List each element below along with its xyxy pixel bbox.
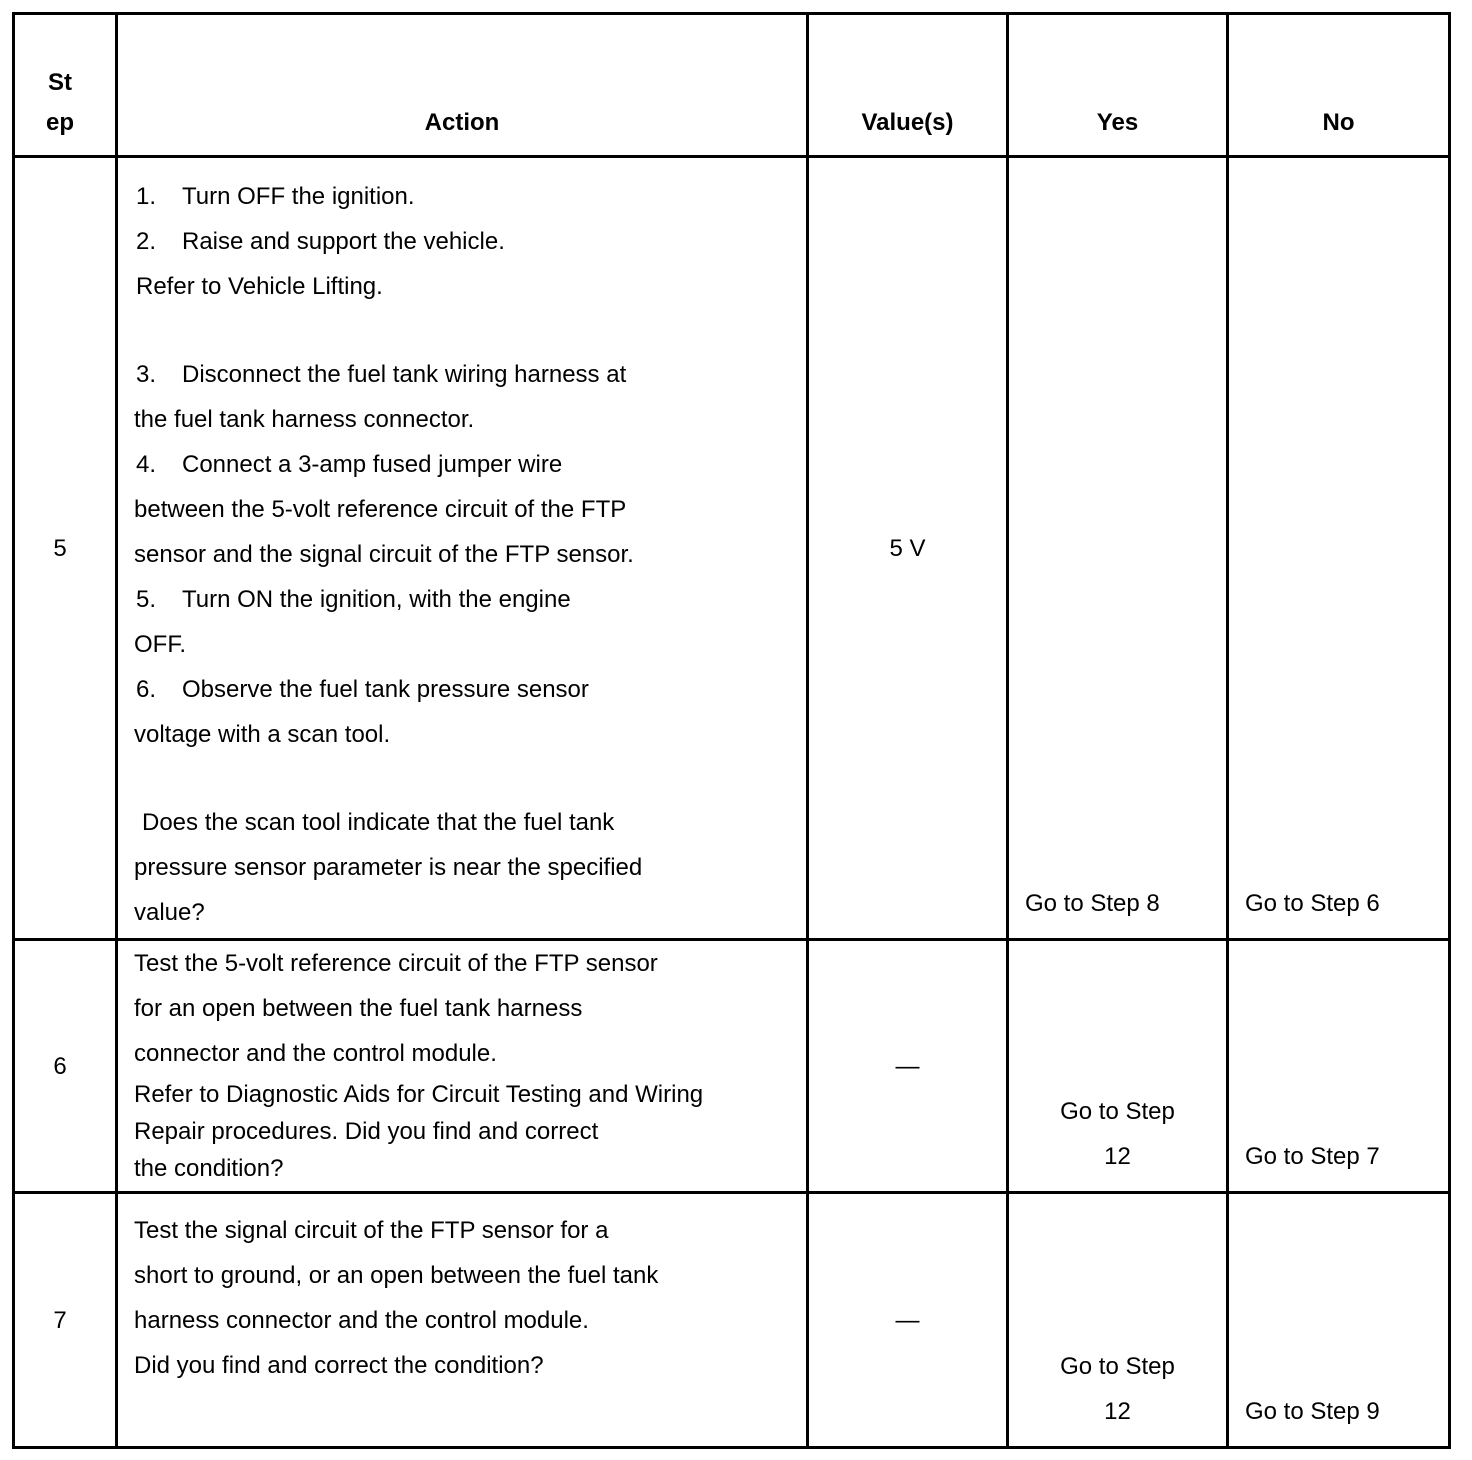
action-question-cont: value? [134, 899, 205, 926]
step-number: 6 [14, 940, 117, 1193]
action-line: Did you find and correct the condition? [134, 1352, 544, 1379]
action-item-4-cont: sensor and the signal circuit of the FTP sensor. [134, 541, 634, 568]
action-item-4: 4. Connect a 3-amp fused jumper wire [136, 451, 563, 478]
action-line: for an open between the fuel tank harness [134, 995, 583, 1022]
header-values: Value(s) [808, 14, 1008, 157]
header-no: No [1228, 14, 1450, 157]
diagnostic-table [12, 12, 1451, 1449]
header-action: Action [117, 14, 808, 157]
action-line: harness connector and the control module. [134, 1307, 589, 1334]
header-yes: Yes [1008, 14, 1228, 157]
action-question: Does the scan tool indicate that the fuel tank [142, 809, 615, 836]
action-item-6-cont: voltage with a scan tool. [134, 721, 391, 748]
step-number: 7 [14, 1193, 117, 1448]
action-item-6: 6. Observe the fuel tank pressure sensor [136, 676, 589, 703]
table-row-step-5 [14, 157, 1450, 940]
action-line: Repair procedures. Did you find and correct [134, 1118, 599, 1145]
yes-cell: Go to Step 8 [1008, 157, 1228, 940]
action-line: Test the 5-volt reference circuit of the FTP sensor [134, 950, 658, 977]
action-item-2: 2. Raise and support the vehicle. [136, 228, 505, 255]
action-question-cont: pressure sensor parameter is near the specified [134, 854, 643, 881]
action-line: Refer to Diagnostic Aids for Circuit Testing and Wiring [134, 1081, 704, 1108]
action-cell [117, 940, 808, 1193]
table-row-step-7 [14, 1193, 1450, 1448]
action-line: short to ground, or an open between the fuel tank [134, 1262, 659, 1289]
no-cell: Go to Step 6 [1228, 157, 1450, 940]
step-number: 5 [14, 157, 117, 940]
action-cell [117, 1193, 808, 1448]
action-note: Refer to Vehicle Lifting. [136, 273, 383, 300]
action-item-1: 1. Turn OFF the ignition. [136, 183, 415, 210]
no-cell: Go to Step 7 [1228, 940, 1450, 1193]
no-cell: Go to Step 9 [1228, 1193, 1450, 1448]
action-item-5: 5. Turn ON the ignition, with the engine [136, 586, 571, 613]
header-step-line2: ep [45, 109, 74, 136]
action-item-5-cont: OFF. [134, 631, 186, 658]
value-cell: — [808, 1193, 1008, 1448]
value-cell: 5 V [808, 157, 1008, 940]
header-row [14, 14, 1450, 157]
action-cell [117, 157, 808, 940]
action-line: connector and the control module. [134, 1040, 497, 1067]
value-cell: — [808, 940, 1008, 1193]
action-item-4-cont: between the 5-volt reference circuit of the FTP [134, 496, 627, 523]
action-line: the condition? [134, 1155, 284, 1182]
action-item-3: 3. Disconnect the fuel tank wiring harness at [136, 361, 627, 388]
header-step-line1: St [48, 69, 72, 96]
header-step [14, 14, 117, 157]
yes-cell: Go to Step 12 [1008, 1193, 1228, 1448]
action-item-3-cont: the fuel tank harness connector. [134, 406, 475, 433]
action-line: Test the signal circuit of the FTP sensor for a [134, 1217, 609, 1244]
yes-cell: Go to Step 12 [1008, 940, 1228, 1193]
table-row-step-6 [14, 940, 1450, 1193]
